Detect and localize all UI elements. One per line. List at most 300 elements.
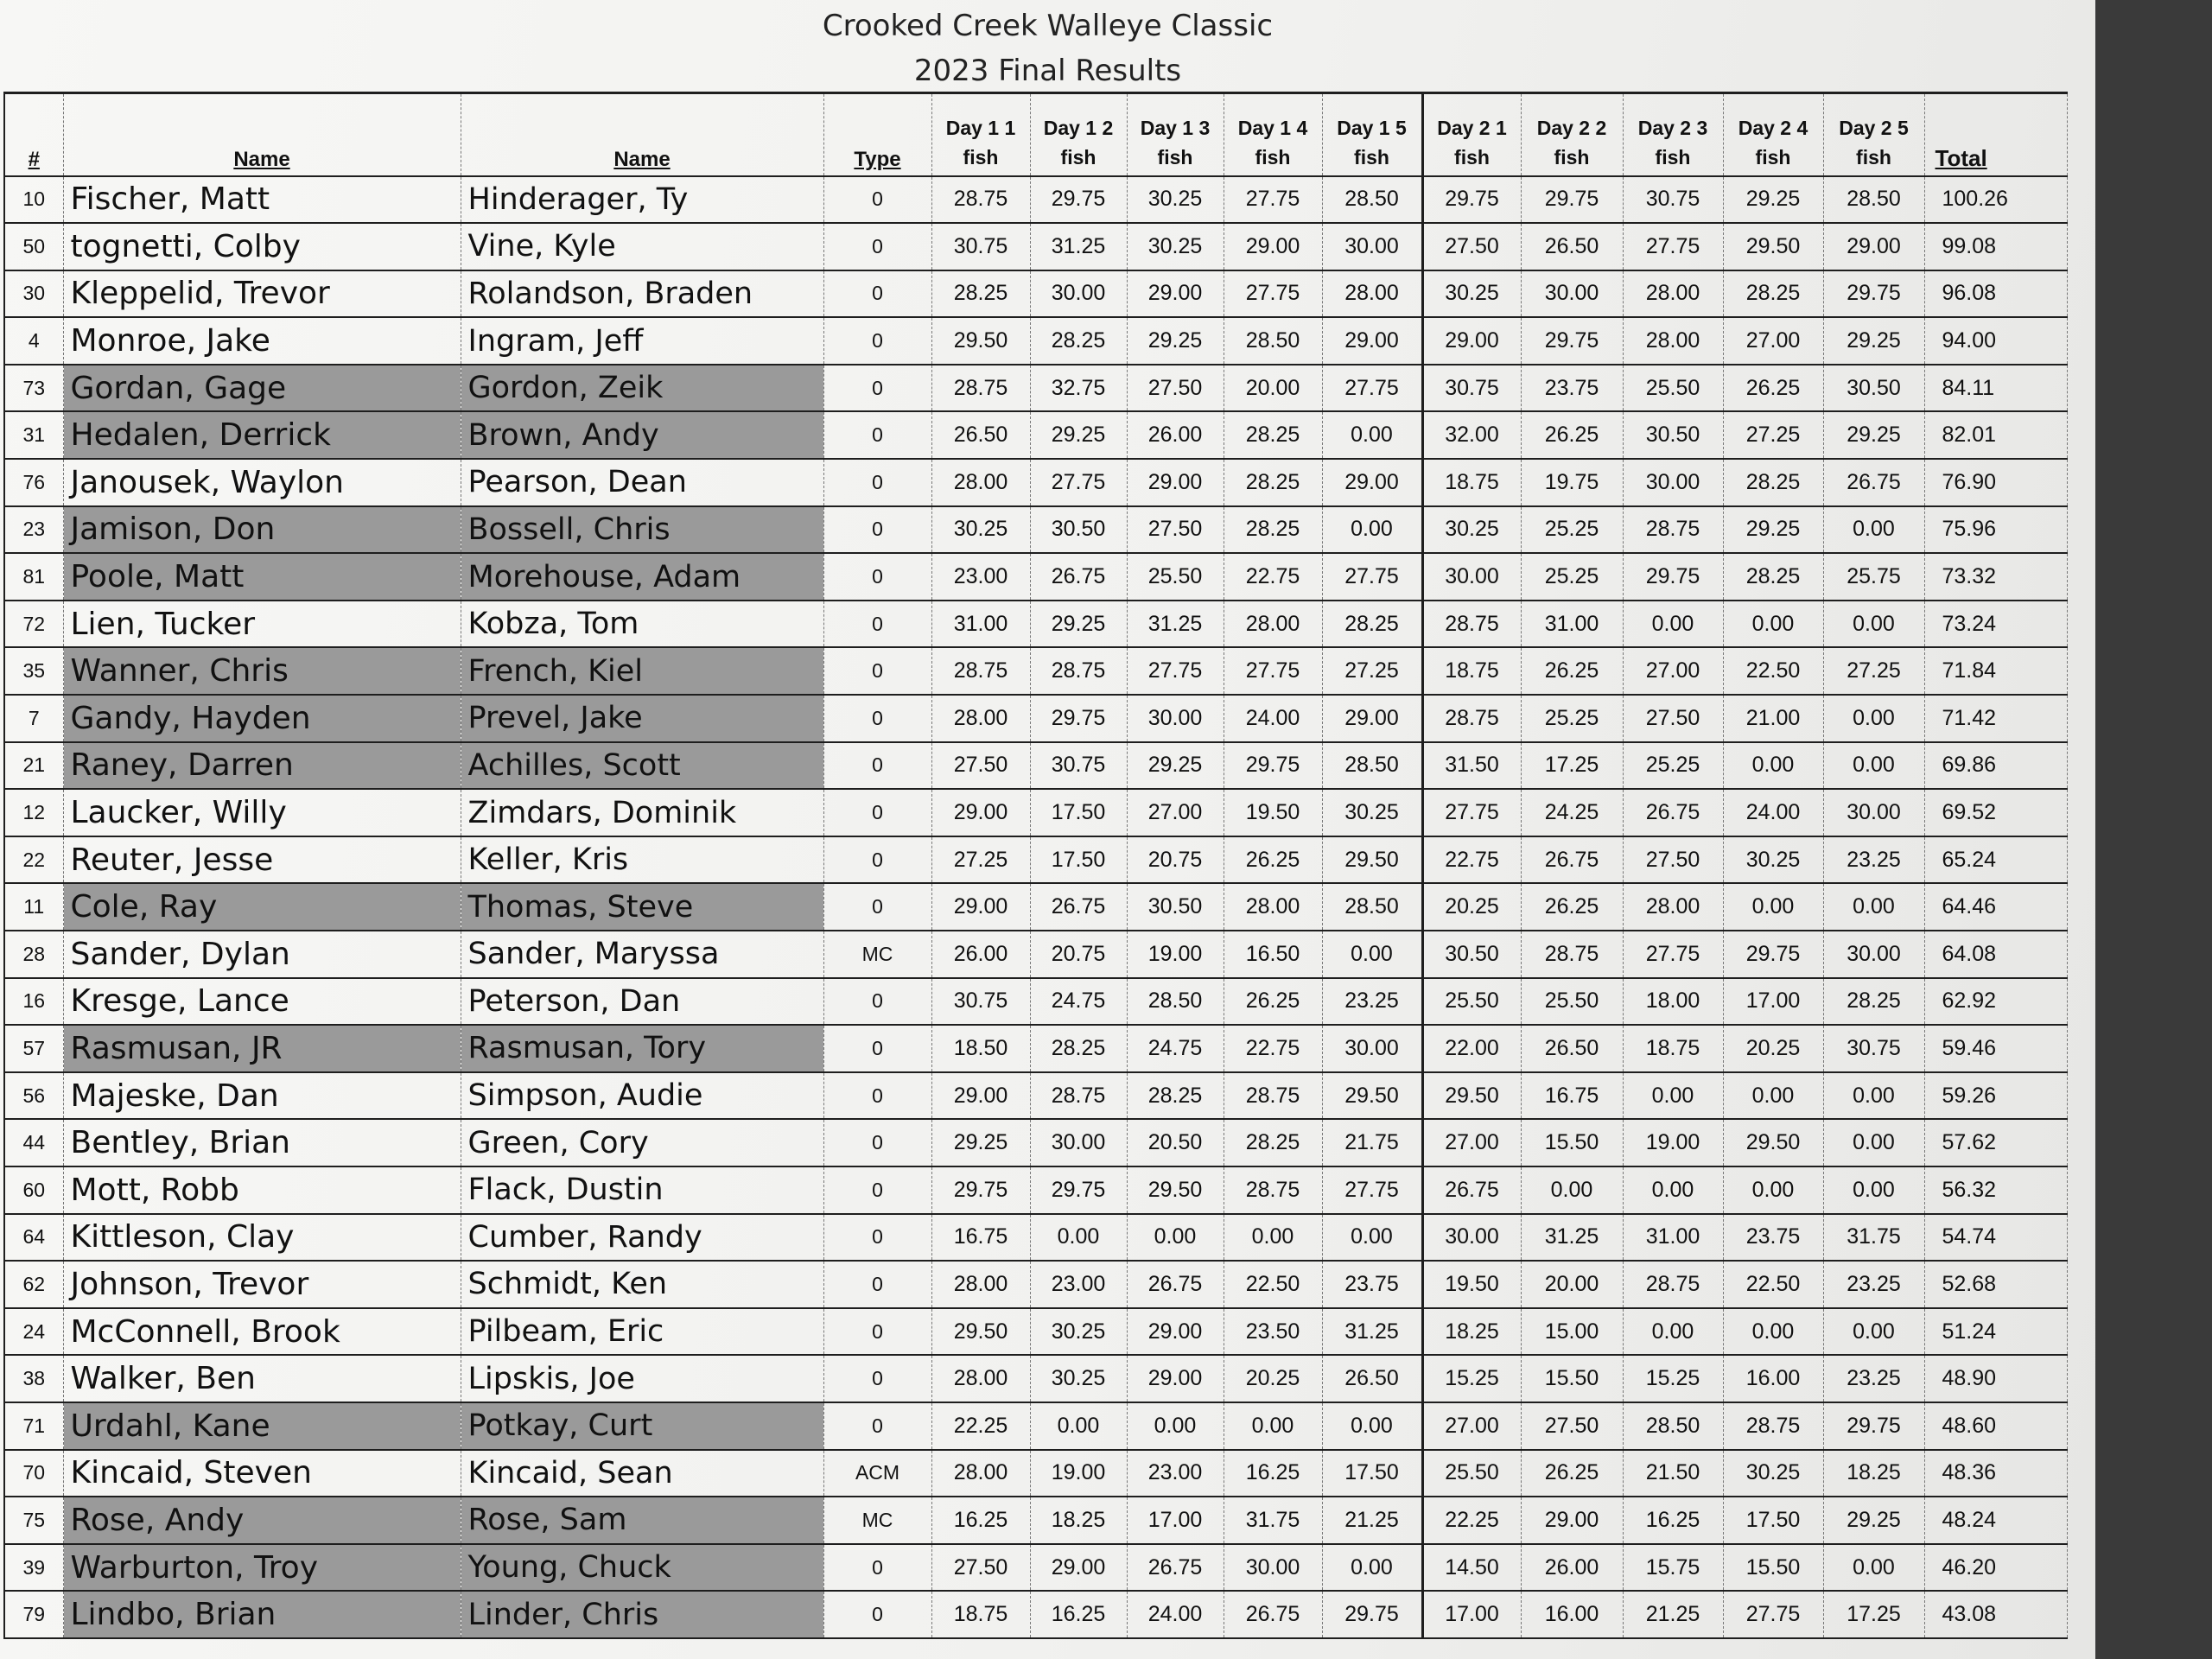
fish-weight-day2-1: 29.00 (1422, 317, 1521, 365)
entry-number: 28 (4, 931, 63, 978)
angler-name-1: Lindbo, Brian (63, 1591, 461, 1638)
fish-weight-day1-4: 28.50 (1224, 317, 1322, 365)
fish-weight-day2-2: 0.00 (1521, 1166, 1623, 1214)
fish-weight-day1-3: 29.00 (1127, 1355, 1224, 1402)
entry-number: 70 (4, 1450, 63, 1497)
fish-weight-day2-4: 29.25 (1723, 506, 1823, 554)
entry-type: 0 (823, 1214, 931, 1262)
table-row (4, 1450, 2067, 1497)
table-row (4, 223, 2067, 270)
table-row (4, 1544, 2067, 1592)
header-day2-fish5: Day 2 5 fish (1823, 93, 1924, 176)
fish-weight-day1-3: 17.00 (1127, 1497, 1224, 1544)
total-weight: 71.84 (1924, 647, 2067, 695)
total-weight: 48.36 (1924, 1450, 2067, 1497)
fish-weight-day1-3: 29.00 (1127, 1308, 1224, 1356)
entry-type: 0 (823, 789, 931, 836)
fish-weight-day1-5: 29.50 (1322, 1072, 1422, 1120)
entry-number: 23 (4, 506, 63, 554)
fish-weight-day1-3: 31.25 (1127, 601, 1224, 648)
angler-name-2: Kobza, Tom (461, 601, 823, 648)
fish-weight-day1-3: 30.50 (1127, 883, 1224, 931)
entry-number: 60 (4, 1166, 63, 1214)
fish-weight-day1-2: 29.75 (1030, 1166, 1127, 1214)
fish-weight-day2-2: 25.50 (1521, 978, 1623, 1026)
fish-weight-day2-4: 0.00 (1723, 601, 1823, 648)
table-row (4, 647, 2067, 695)
fish-weight-day1-3: 19.00 (1127, 931, 1224, 978)
fish-weight-day2-1: 30.25 (1422, 270, 1521, 318)
angler-name-2: Bossell, Chris (461, 506, 823, 554)
fish-weight-day2-3: 29.75 (1623, 553, 1723, 601)
fish-weight-day2-5: 29.75 (1823, 270, 1924, 318)
fish-weight-day2-5: 29.25 (1823, 411, 1924, 459)
fish-weight-day2-5: 0.00 (1823, 1119, 1924, 1166)
fish-weight-day1-2: 18.25 (1030, 1497, 1127, 1544)
fish-weight-day2-4: 0.00 (1723, 1308, 1823, 1356)
fish-weight-day1-3: 25.50 (1127, 553, 1224, 601)
fish-weight-day1-4: 23.50 (1224, 1308, 1322, 1356)
table-row (4, 1214, 2067, 1262)
fish-weight-day2-5: 29.25 (1823, 317, 1924, 365)
fish-weight-day2-4: 0.00 (1723, 742, 1823, 790)
fish-weight-day1-2: 0.00 (1030, 1214, 1127, 1262)
angler-name-1: Cole, Ray (63, 883, 461, 931)
total-weight: 84.11 (1924, 365, 2067, 412)
angler-name-2: Keller, Kris (461, 836, 823, 884)
fish-weight-day2-1: 22.75 (1422, 836, 1521, 884)
fish-weight-day2-5: 26.75 (1823, 459, 1924, 506)
fish-weight-day2-2: 26.25 (1521, 1450, 1623, 1497)
fish-weight-day2-4: 28.25 (1723, 459, 1823, 506)
table-row (4, 978, 2067, 1026)
entry-number: 62 (4, 1261, 63, 1308)
angler-name-1: Gandy, Hayden (63, 695, 461, 742)
fish-weight-day2-3: 28.75 (1623, 1261, 1723, 1308)
header-name-1: Name (63, 93, 461, 176)
total-weight: 65.24 (1924, 836, 2067, 884)
fish-weight-day2-2: 29.75 (1521, 317, 1623, 365)
entry-number: 7 (4, 695, 63, 742)
fish-weight-day2-2: 28.75 (1521, 931, 1623, 978)
fish-weight-day2-1: 14.50 (1422, 1544, 1521, 1592)
angler-name-1: Monroe, Jake (63, 317, 461, 365)
fish-weight-day2-1: 30.00 (1422, 553, 1521, 601)
fish-weight-day2-5: 29.75 (1823, 1402, 1924, 1450)
total-weight: 48.60 (1924, 1402, 2067, 1450)
fish-weight-day2-5: 0.00 (1823, 601, 1924, 648)
fish-weight-day1-3: 20.75 (1127, 836, 1224, 884)
fish-weight-day1-5: 29.00 (1322, 317, 1422, 365)
table-row (4, 695, 2067, 742)
entry-number: 72 (4, 601, 63, 648)
fish-weight-day2-3: 0.00 (1623, 1308, 1723, 1356)
angler-name-2: Rolandson, Braden (461, 270, 823, 318)
angler-name-1: Kittleson, Clay (63, 1214, 461, 1262)
entry-type: 0 (823, 1402, 931, 1450)
page-subtitle: 2023 Final Results (913, 54, 1182, 88)
entry-type: 0 (823, 1355, 931, 1402)
header-day1-fish4: Day 1 4 fish (1224, 93, 1322, 176)
fish-weight-day2-3: 27.00 (1623, 647, 1723, 695)
total-weight: 71.42 (1924, 695, 2067, 742)
total-weight: 59.26 (1924, 1072, 2067, 1120)
fish-weight-day1-2: 26.75 (1030, 553, 1127, 601)
fish-weight-day1-5: 29.75 (1322, 1591, 1422, 1638)
fish-weight-day1-4: 22.75 (1224, 553, 1322, 601)
angler-name-2: Gordon, Zeik (461, 365, 823, 412)
fish-weight-day1-4: 29.00 (1224, 223, 1322, 270)
fish-weight-day2-5: 25.75 (1823, 553, 1924, 601)
angler-name-1: Majeske, Dan (63, 1072, 461, 1120)
fish-weight-day2-1: 27.00 (1422, 1402, 1521, 1450)
fish-weight-day1-1: 28.25 (931, 270, 1030, 318)
fish-weight-day2-4: 21.00 (1723, 695, 1823, 742)
fish-weight-day2-3: 15.75 (1623, 1544, 1723, 1592)
fish-weight-day2-4: 24.00 (1723, 789, 1823, 836)
entry-number: 73 (4, 365, 63, 412)
fish-weight-day1-4: 28.25 (1224, 1119, 1322, 1166)
fish-weight-day1-2: 29.25 (1030, 411, 1127, 459)
total-weight: 46.20 (1924, 1544, 2067, 1592)
fish-weight-day2-1: 29.75 (1422, 176, 1521, 224)
fish-weight-day1-2: 30.00 (1030, 1119, 1127, 1166)
fish-weight-day2-1: 28.75 (1422, 601, 1521, 648)
fish-weight-day1-1: 28.00 (931, 1450, 1030, 1497)
fish-weight-day2-2: 15.00 (1521, 1308, 1623, 1356)
fish-weight-day2-2: 24.25 (1521, 789, 1623, 836)
entry-type: 0 (823, 1025, 931, 1072)
fish-weight-day1-1: 31.00 (931, 601, 1030, 648)
fish-weight-day1-4: 26.75 (1224, 1591, 1322, 1638)
fish-weight-day2-4: 22.50 (1723, 1261, 1823, 1308)
fish-weight-day2-2: 26.00 (1521, 1544, 1623, 1592)
fish-weight-day1-5: 27.75 (1322, 365, 1422, 412)
total-weight: 96.08 (1924, 270, 2067, 318)
fish-weight-day1-2: 29.75 (1030, 695, 1127, 742)
fish-weight-day1-2: 28.25 (1030, 317, 1127, 365)
fish-weight-day1-5: 30.25 (1322, 789, 1422, 836)
fish-weight-day1-4: 24.00 (1224, 695, 1322, 742)
fish-weight-day2-3: 16.25 (1623, 1497, 1723, 1544)
header-name-2: Name (461, 93, 823, 176)
fish-weight-day1-3: 27.00 (1127, 789, 1224, 836)
fish-weight-day1-1: 30.75 (931, 978, 1030, 1026)
table-row (4, 1591, 2067, 1638)
fish-weight-day1-2: 30.50 (1030, 506, 1127, 554)
fish-weight-day1-5: 30.00 (1322, 223, 1422, 270)
entry-number: 56 (4, 1072, 63, 1120)
fish-weight-day2-2: 19.75 (1521, 459, 1623, 506)
fish-weight-day1-2: 29.00 (1030, 1544, 1127, 1592)
fish-weight-day2-1: 22.25 (1422, 1497, 1521, 1544)
fish-weight-day2-1: 18.75 (1422, 647, 1521, 695)
fish-weight-day2-4: 20.25 (1723, 1025, 1823, 1072)
table-row (4, 931, 2067, 978)
angler-name-1: Raney, Darren (63, 742, 461, 790)
angler-name-1: Laucker, Willy (63, 789, 461, 836)
header-total: Total (1924, 93, 2067, 176)
fish-weight-day1-5: 28.50 (1322, 742, 1422, 790)
entry-type: 0 (823, 1166, 931, 1214)
fish-weight-day2-4: 15.50 (1723, 1544, 1823, 1592)
header-day2-fish1: Day 2 1 fish (1422, 93, 1521, 176)
fish-weight-day2-5: 0.00 (1823, 742, 1924, 790)
fish-weight-day2-5: 30.00 (1823, 931, 1924, 978)
angler-name-1: tognetti, Colby (63, 223, 461, 270)
fish-weight-day1-2: 28.75 (1030, 1072, 1127, 1120)
fish-weight-day1-2: 29.75 (1030, 176, 1127, 224)
fish-weight-day1-3: 29.50 (1127, 1166, 1224, 1214)
fish-weight-day2-2: 27.50 (1521, 1402, 1623, 1450)
fish-weight-day2-2: 20.00 (1521, 1261, 1623, 1308)
fish-weight-day1-5: 28.00 (1322, 270, 1422, 318)
fish-weight-day1-1: 28.00 (931, 1261, 1030, 1308)
fish-weight-day2-1: 19.50 (1422, 1261, 1521, 1308)
angler-name-2: Green, Cory (461, 1119, 823, 1166)
fish-weight-day1-5: 23.75 (1322, 1261, 1422, 1308)
fish-weight-day2-5: 23.25 (1823, 836, 1924, 884)
fish-weight-day1-4: 16.25 (1224, 1450, 1322, 1497)
fish-weight-day1-4: 27.75 (1224, 647, 1322, 695)
fish-weight-day2-1: 18.75 (1422, 459, 1521, 506)
fish-weight-day2-3: 27.50 (1623, 836, 1723, 884)
fish-weight-day2-4: 30.25 (1723, 1450, 1823, 1497)
fish-weight-day2-3: 28.00 (1623, 270, 1723, 318)
fish-weight-day1-5: 28.25 (1322, 601, 1422, 648)
fish-weight-day2-2: 30.00 (1521, 270, 1623, 318)
angler-name-2: Rasmusan, Tory (461, 1025, 823, 1072)
fish-weight-day2-3: 28.75 (1623, 506, 1723, 554)
entry-type: 0 (823, 883, 931, 931)
fish-weight-day2-4: 28.75 (1723, 1402, 1823, 1450)
angler-name-2: Ingram, Jeff (461, 317, 823, 365)
fish-weight-day1-4: 28.25 (1224, 411, 1322, 459)
fish-weight-day2-5: 17.25 (1823, 1591, 1924, 1638)
fish-weight-day1-1: 30.25 (931, 506, 1030, 554)
angler-name-2: Hinderager, Ty (461, 176, 823, 224)
fish-weight-day1-3: 30.25 (1127, 223, 1224, 270)
fish-weight-day1-4: 19.50 (1224, 789, 1322, 836)
entry-type: 0 (823, 1308, 931, 1356)
fish-weight-day1-4: 28.00 (1224, 883, 1322, 931)
angler-name-2: Pilbeam, Eric (461, 1308, 823, 1356)
fish-weight-day2-3: 0.00 (1623, 1166, 1723, 1214)
fish-weight-day2-1: 27.75 (1422, 789, 1521, 836)
fish-weight-day1-3: 23.00 (1127, 1450, 1224, 1497)
angler-name-2: Linder, Chris (461, 1591, 823, 1638)
fish-weight-day2-3: 21.25 (1623, 1591, 1723, 1638)
fish-weight-day2-5: 0.00 (1823, 506, 1924, 554)
total-weight: 82.01 (1924, 411, 2067, 459)
fish-weight-day1-1: 27.50 (931, 1544, 1030, 1592)
entry-type: ACM (823, 1450, 931, 1497)
fish-weight-day1-1: 28.75 (931, 176, 1030, 224)
fish-weight-day2-4: 17.50 (1723, 1497, 1823, 1544)
fish-weight-day2-2: 16.75 (1521, 1072, 1623, 1120)
fish-weight-day2-3: 18.00 (1623, 978, 1723, 1026)
entry-type: 0 (823, 1119, 931, 1166)
table-row (4, 1497, 2067, 1544)
angler-name-1: Jamison, Don (63, 506, 461, 554)
entry-number: 11 (4, 883, 63, 931)
header-day1-fish2: Day 1 2 fish (1030, 93, 1127, 176)
entry-type: 0 (823, 695, 931, 742)
fish-weight-day1-3: 0.00 (1127, 1402, 1224, 1450)
angler-name-1: McConnell, Brook (63, 1308, 461, 1356)
entry-number: 44 (4, 1119, 63, 1166)
fish-weight-day2-3: 28.50 (1623, 1402, 1723, 1450)
angler-name-1: Warburton, Troy (63, 1544, 461, 1592)
fish-weight-day1-3: 27.50 (1127, 365, 1224, 412)
table-row (4, 553, 2067, 601)
angler-name-1: Kleppelid, Trevor (63, 270, 461, 318)
fish-weight-day2-5: 0.00 (1823, 1308, 1924, 1356)
fish-weight-day1-4: 29.75 (1224, 742, 1322, 790)
fish-weight-day1-1: 29.50 (931, 1308, 1030, 1356)
header-day2-fish3: Day 2 3 fish (1623, 93, 1723, 176)
fish-weight-day2-4: 29.50 (1723, 223, 1823, 270)
fish-weight-day2-4: 23.75 (1723, 1214, 1823, 1262)
fish-weight-day1-1: 29.00 (931, 1072, 1030, 1120)
fish-weight-day1-4: 31.75 (1224, 1497, 1322, 1544)
fish-weight-day1-3: 29.00 (1127, 270, 1224, 318)
entry-number: 31 (4, 411, 63, 459)
entry-number: 50 (4, 223, 63, 270)
fish-weight-day1-5: 23.25 (1322, 978, 1422, 1026)
angler-name-2: Vine, Kyle (461, 223, 823, 270)
fish-weight-day2-1: 30.25 (1422, 506, 1521, 554)
total-weight: 73.24 (1924, 601, 2067, 648)
angler-name-1: Walker, Ben (63, 1355, 461, 1402)
fish-weight-day1-5: 27.75 (1322, 553, 1422, 601)
fish-weight-day2-3: 26.75 (1623, 789, 1723, 836)
entry-number: 21 (4, 742, 63, 790)
angler-name-2: Simpson, Audie (461, 1072, 823, 1120)
table-row (4, 365, 2067, 412)
total-weight: 51.24 (1924, 1308, 2067, 1356)
total-weight: 64.08 (1924, 931, 2067, 978)
fish-weight-day2-1: 32.00 (1422, 411, 1521, 459)
fish-weight-day1-2: 30.00 (1030, 270, 1127, 318)
fish-weight-day1-4: 22.50 (1224, 1261, 1322, 1308)
fish-weight-day1-2: 17.50 (1030, 789, 1127, 836)
entry-number: 30 (4, 270, 63, 318)
table-row (4, 1261, 2067, 1308)
fish-weight-day1-1: 27.25 (931, 836, 1030, 884)
entry-type: 0 (823, 1072, 931, 1120)
fish-weight-day1-3: 26.75 (1127, 1544, 1224, 1592)
fish-weight-day1-5: 0.00 (1322, 506, 1422, 554)
fish-weight-day1-4: 28.75 (1224, 1166, 1322, 1214)
entry-number: 22 (4, 836, 63, 884)
angler-name-1: Wanner, Chris (63, 647, 461, 695)
fish-weight-day2-1: 29.50 (1422, 1072, 1521, 1120)
fish-weight-day2-4: 28.25 (1723, 553, 1823, 601)
total-weight: 64.46 (1924, 883, 2067, 931)
table-row (4, 1355, 2067, 1402)
fish-weight-day2-5: 23.25 (1823, 1261, 1924, 1308)
angler-name-2: Rose, Sam (461, 1497, 823, 1544)
entry-type: 0 (823, 601, 931, 648)
fish-weight-day1-5: 29.00 (1322, 695, 1422, 742)
fish-weight-day2-3: 30.00 (1623, 459, 1723, 506)
header-day1-fish3: Day 1 3 fish (1127, 93, 1224, 176)
angler-name-1: Bentley, Brian (63, 1119, 461, 1166)
total-weight: 100.26 (1924, 176, 2067, 224)
fish-weight-day2-1: 20.25 (1422, 883, 1521, 931)
angler-name-1: Hedalen, Derrick (63, 411, 461, 459)
fish-weight-day1-2: 31.25 (1030, 223, 1127, 270)
angler-name-2: Young, Chuck (461, 1544, 823, 1592)
fish-weight-day1-4: 28.25 (1224, 459, 1322, 506)
fish-weight-day2-2: 16.00 (1521, 1591, 1623, 1638)
angler-name-2: Flack, Dustin (461, 1166, 823, 1214)
fish-weight-day2-3: 31.00 (1623, 1214, 1723, 1262)
angler-name-1: Kincaid, Steven (63, 1450, 461, 1497)
fish-weight-day1-2: 28.25 (1030, 1025, 1127, 1072)
fish-weight-day1-1: 16.75 (931, 1214, 1030, 1262)
entry-type: 0 (823, 506, 931, 554)
fish-weight-day1-4: 16.50 (1224, 931, 1322, 978)
fish-weight-day1-3: 30.25 (1127, 176, 1224, 224)
fish-weight-day2-4: 17.00 (1723, 978, 1823, 1026)
fish-weight-day2-4: 28.25 (1723, 270, 1823, 318)
entry-type: 0 (823, 459, 931, 506)
fish-weight-day1-2: 0.00 (1030, 1402, 1127, 1450)
table-row (4, 459, 2067, 506)
entry-number: 12 (4, 789, 63, 836)
fish-weight-day2-4: 27.25 (1723, 411, 1823, 459)
fish-weight-day2-5: 30.75 (1823, 1025, 1924, 1072)
fish-weight-day2-2: 17.25 (1521, 742, 1623, 790)
total-weight: 69.52 (1924, 789, 2067, 836)
entry-number: 79 (4, 1591, 63, 1638)
fish-weight-day1-1: 26.50 (931, 411, 1030, 459)
fish-weight-day1-5: 17.50 (1322, 1450, 1422, 1497)
fish-weight-day1-4: 27.75 (1224, 270, 1322, 318)
total-weight: 62.92 (1924, 978, 2067, 1026)
fish-weight-day2-3: 25.50 (1623, 365, 1723, 412)
fish-weight-day2-1: 30.00 (1422, 1214, 1521, 1262)
fish-weight-day1-1: 29.50 (931, 317, 1030, 365)
fish-weight-day2-2: 25.25 (1521, 695, 1623, 742)
fish-weight-day1-3: 29.25 (1127, 317, 1224, 365)
table-row (4, 270, 2067, 318)
entry-type: 0 (823, 742, 931, 790)
entry-type: 0 (823, 647, 931, 695)
entry-number: 64 (4, 1214, 63, 1262)
fish-weight-day1-3: 28.50 (1127, 978, 1224, 1026)
entry-type: 0 (823, 270, 931, 318)
fish-weight-day1-5: 27.25 (1322, 647, 1422, 695)
fish-weight-day1-2: 26.75 (1030, 883, 1127, 931)
fish-weight-day1-1: 22.25 (931, 1402, 1030, 1450)
fish-weight-day1-4: 26.25 (1224, 978, 1322, 1026)
angler-name-1: Kresge, Lance (63, 978, 461, 1026)
fish-weight-day2-4: 29.50 (1723, 1119, 1823, 1166)
total-weight: 43.08 (1924, 1591, 2067, 1638)
fish-weight-day1-3: 27.50 (1127, 506, 1224, 554)
entry-number: 35 (4, 647, 63, 695)
fish-weight-day2-2: 26.50 (1521, 1025, 1623, 1072)
angler-name-2: Kincaid, Sean (461, 1450, 823, 1497)
fish-weight-day1-2: 23.00 (1030, 1261, 1127, 1308)
fish-weight-day1-1: 23.00 (931, 553, 1030, 601)
fish-weight-day1-4: 28.25 (1224, 506, 1322, 554)
fish-weight-day2-5: 0.00 (1823, 1544, 1924, 1592)
fish-weight-day2-3: 25.25 (1623, 742, 1723, 790)
